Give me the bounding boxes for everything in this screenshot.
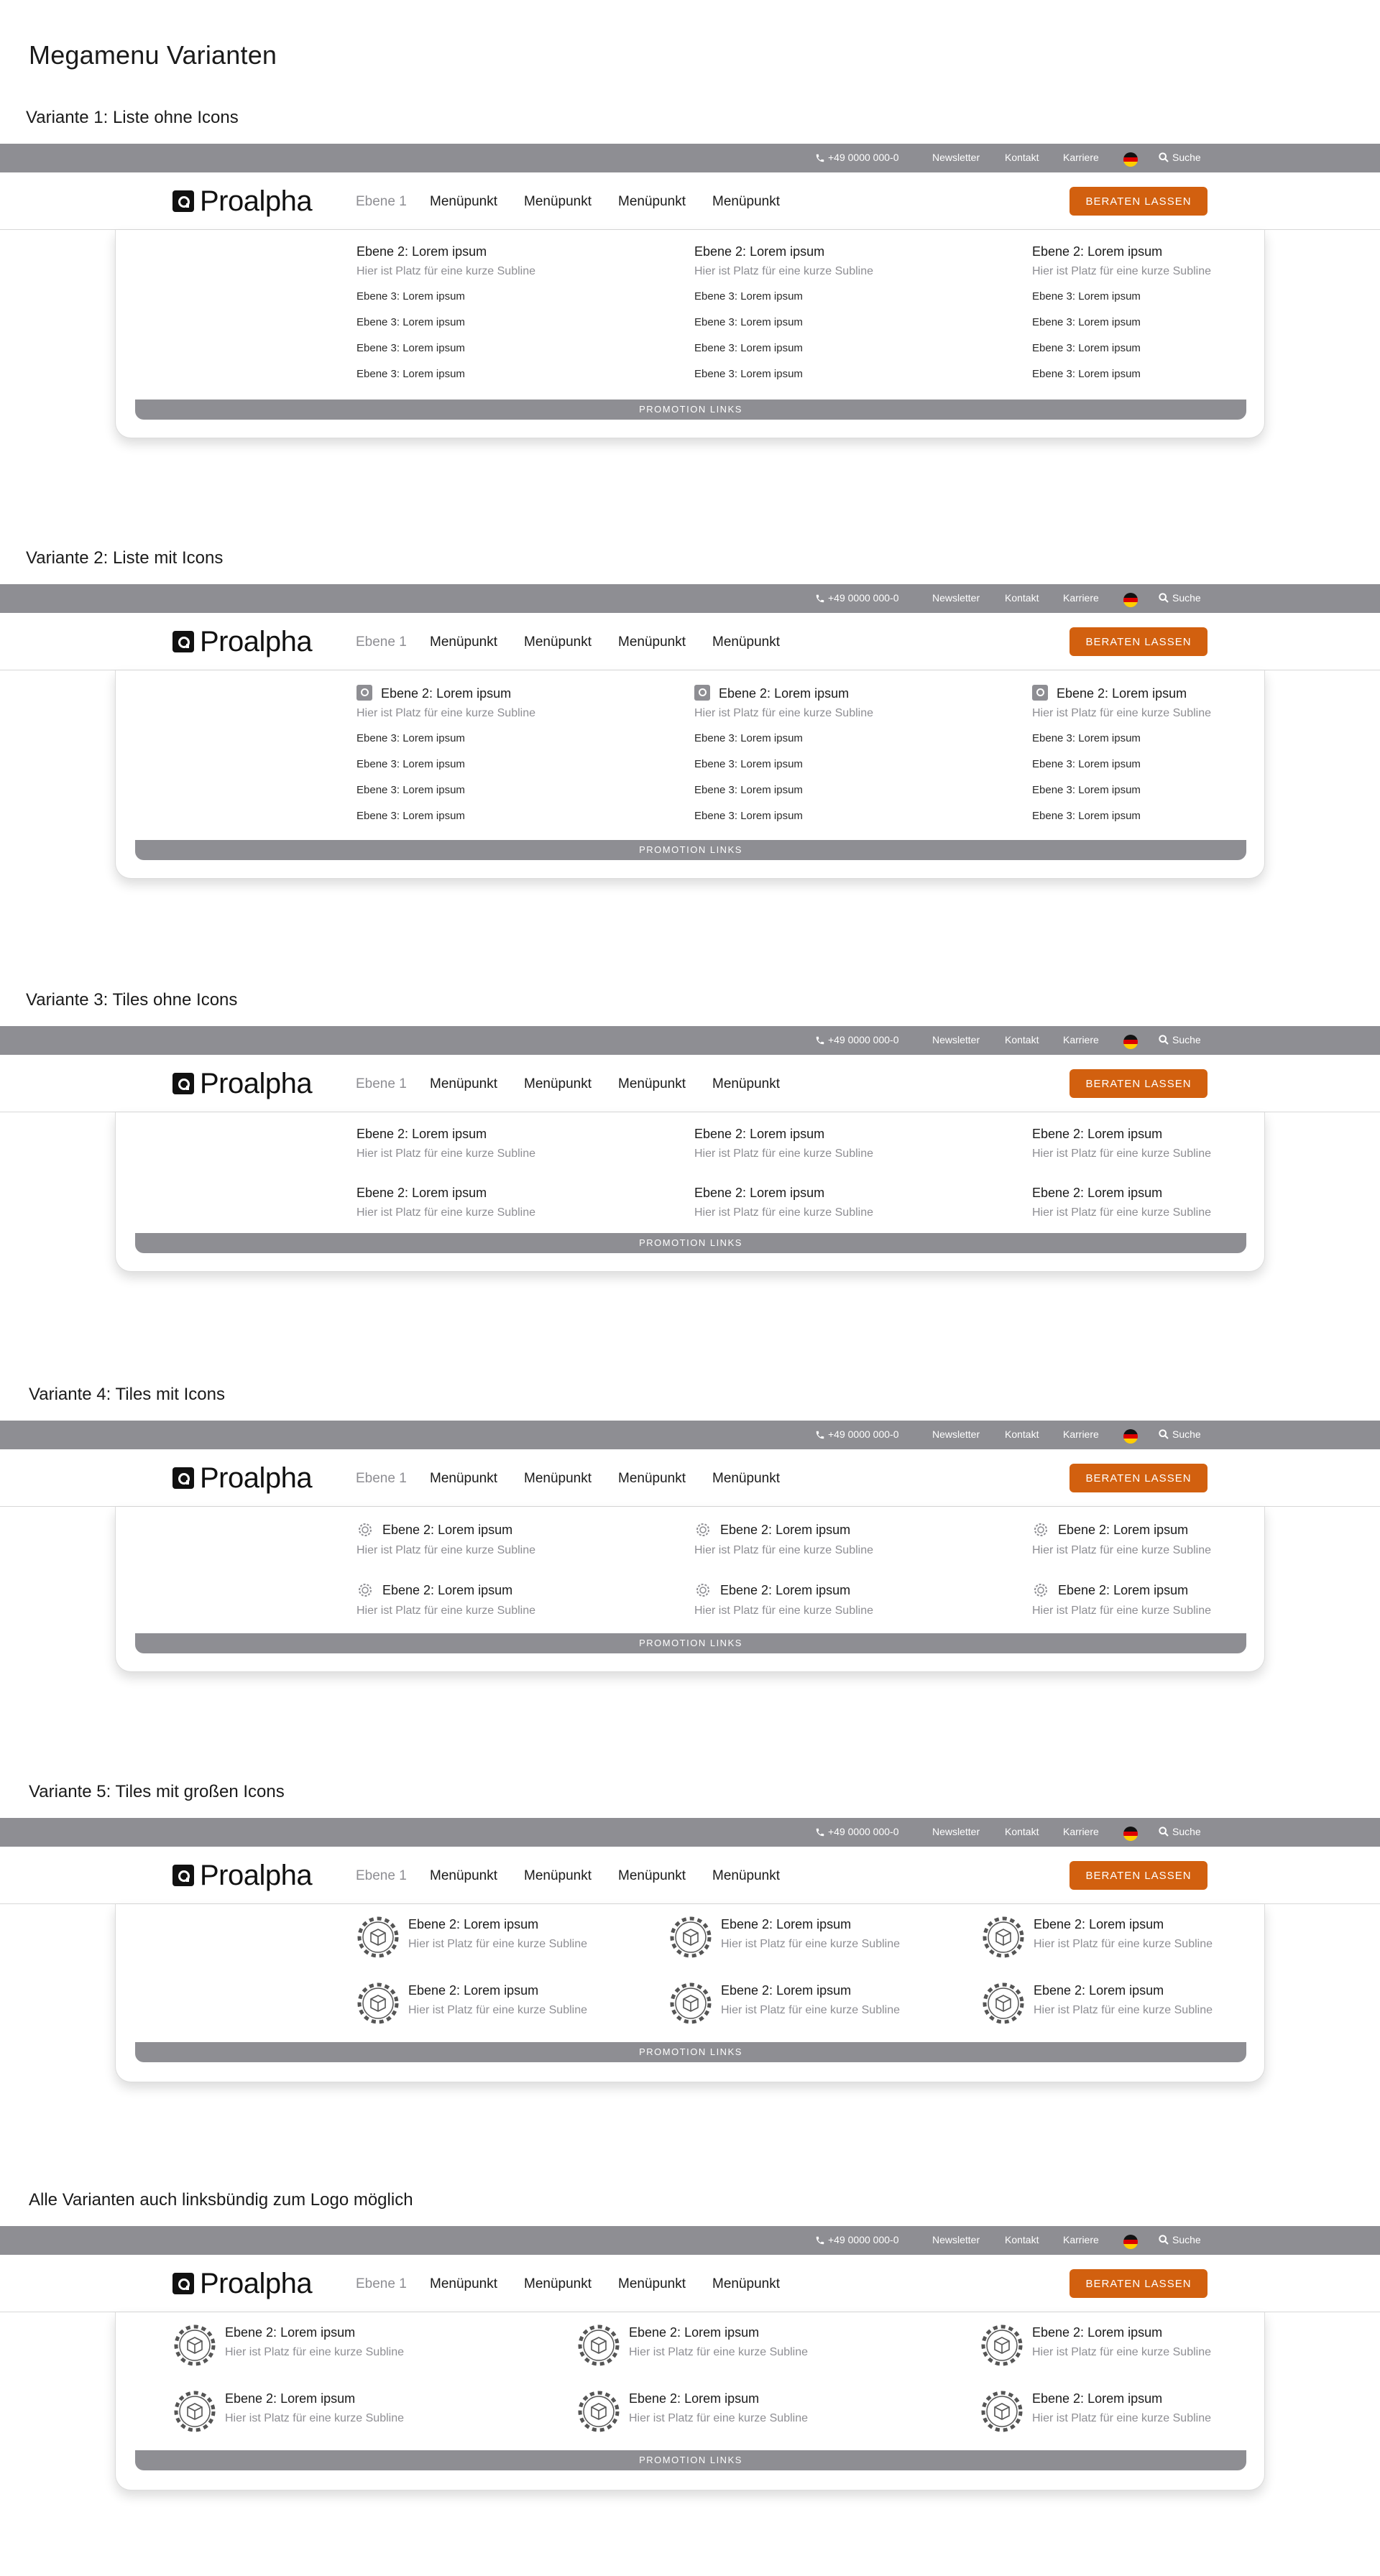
nav-item-3[interactable]: Menüpunkt bbox=[618, 2276, 686, 2291]
menu-level3-item[interactable]: Ebene 3: Lorem ipsum bbox=[1032, 810, 1141, 822]
nav-item-ebene-1[interactable]: Ebene 1 bbox=[356, 634, 407, 650]
page-title: Megamenu Varianten bbox=[29, 40, 277, 70]
variant-4-section bbox=[0, 1421, 1380, 1679]
nav-item-3[interactable]: Menüpunkt bbox=[618, 194, 686, 209]
logo[interactable]: Proalpha bbox=[172, 626, 312, 657]
menu-level3-item[interactable]: Ebene 3: Lorem ipsum bbox=[1032, 342, 1141, 354]
logo-square-icon bbox=[1032, 685, 1048, 701]
megamenu-panel: Ebene 2: Lorem ipsum Hier ist Platz für eine kurze Subline Ebene 2: Lorem ipsum Hier ist Platz für eine kurze Subline Ebene 2: Lorem ipsum Hier ist Platz für eine kurze Subline Ebene 2: Lorem ipsum Hier ist Platz für eine kurze Subline Ebene 2: Lorem ipsum Hier ist Platz für eine kurze Subline Ebene 2: Lorem ipsum Hier ist Platz für eine kurze Subline PROMOTION LINKS bbox=[115, 2312, 1265, 2490]
logo-icon bbox=[172, 1467, 194, 1489]
menu-tile[interactable]: Ebene 2: Lorem ipsum Hier ist Platz für eine kurze Subline bbox=[1032, 1186, 1211, 1219]
phone-icon bbox=[815, 1430, 825, 1440]
variant-5-title: Variante 5: Tiles mit großen Icons bbox=[29, 1782, 285, 1801]
flag-de-icon[interactable] bbox=[1123, 152, 1138, 167]
variant-5-section bbox=[0, 1818, 1380, 2091]
menu-level3-item[interactable]: Ebene 3: Lorem ipsum bbox=[1032, 732, 1141, 744]
topbar-newsletter[interactable]: Newsletter bbox=[932, 1428, 980, 1440]
menu-subline: Hier ist Platz für eine kurze Subline bbox=[694, 707, 873, 719]
menu-level3-item[interactable]: Ebene 3: Lorem ipsum bbox=[1032, 784, 1141, 796]
variant-2-section bbox=[0, 584, 1380, 886]
menu-tile[interactable]: Ebene 2: Lorem ipsum Hier ist Platz für eine kurze Subline bbox=[356, 1523, 535, 1556]
nav-item-4[interactable]: Menüpunkt bbox=[712, 2276, 781, 2291]
menu-level3-item[interactable]: Ebene 3: Lorem ipsum bbox=[694, 368, 803, 380]
menu-level3-item[interactable]: Ebene 3: Lorem ipsum bbox=[356, 290, 465, 303]
logo-icon bbox=[172, 190, 194, 212]
flag-de-icon[interactable] bbox=[1123, 593, 1138, 607]
variant-left-aligned-section bbox=[0, 2226, 1380, 2499]
promotion-links-bar[interactable]: PROMOTION LINKS bbox=[135, 2042, 1246, 2062]
topbar-newsletter[interactable]: Newsletter bbox=[932, 1034, 980, 1045]
topbar-phone[interactable]: +49 0000 000-0 bbox=[815, 152, 898, 163]
topbar-karriere[interactable]: Karriere bbox=[1063, 1034, 1099, 1045]
topbar bbox=[0, 1026, 1380, 1055]
logo-square-icon bbox=[356, 685, 372, 701]
main-nav bbox=[0, 172, 1380, 230]
topbar-newsletter[interactable]: Newsletter bbox=[932, 2234, 980, 2245]
megamenu-panel bbox=[115, 1112, 1265, 1272]
menu-tile[interactable]: Ebene 2: Lorem ipsum Hier ist Platz für eine kurze Subline bbox=[1032, 1583, 1211, 1617]
gear-box-icon bbox=[982, 1982, 1025, 2025]
menu-subline: Hier ist Platz für eine kurze Subline bbox=[694, 265, 873, 277]
menu-tile[interactable]: Ebene 2: Lorem ipsum Hier ist Platz für eine kurze Subline bbox=[356, 1127, 535, 1160]
menu-level3-item[interactable]: Ebene 3: Lorem ipsum bbox=[1032, 368, 1141, 380]
topbar bbox=[0, 584, 1380, 613]
search-icon bbox=[1158, 1826, 1169, 1837]
menu-tile[interactable]: Ebene 2: Lorem ipsum Hier ist Platz für eine kurze Subline bbox=[356, 1583, 535, 1617]
menu-subline: Hier ist Platz für eine kurze Subline bbox=[1032, 707, 1211, 719]
menu-level3-item[interactable]: Ebene 3: Lorem ipsum bbox=[694, 732, 803, 744]
nav-item-4[interactable]: Menüpunkt bbox=[712, 1471, 781, 1486]
nav-item-1[interactable]: Menüpunkt bbox=[430, 1076, 498, 1091]
menu-level3-item[interactable]: Ebene 3: Lorem ipsum bbox=[694, 342, 803, 354]
nav-item-1[interactable]: Menüpunkt bbox=[430, 194, 498, 209]
menu-level3-item[interactable]: Ebene 3: Lorem ipsum bbox=[694, 290, 803, 303]
beraten-lassen-button[interactable]: BERATEN LASSEN bbox=[1070, 187, 1208, 216]
gear-icon bbox=[356, 1582, 374, 1599]
nav-item-1[interactable]: Menüpunkt bbox=[430, 2276, 498, 2291]
menu-level3-item[interactable]: Ebene 3: Lorem ipsum bbox=[356, 342, 465, 354]
gear-box-icon bbox=[982, 1916, 1025, 1959]
gear-icon bbox=[694, 1582, 712, 1599]
topbar-search[interactable]: Suche bbox=[1158, 1428, 1201, 1440]
topbar-newsletter[interactable]: Newsletter bbox=[932, 592, 980, 604]
flag-de-icon[interactable] bbox=[1123, 1827, 1138, 1841]
nav-item-2[interactable]: Menüpunkt bbox=[524, 2276, 592, 2291]
nav-item-4[interactable]: Menüpunkt bbox=[712, 1076, 781, 1091]
main-nav bbox=[0, 1055, 1380, 1112]
menu-level3-item[interactable]: Ebene 3: Lorem ipsum bbox=[694, 784, 803, 796]
phone-icon bbox=[815, 594, 825, 604]
nav-item-2[interactable]: Menüpunkt bbox=[524, 1868, 592, 1883]
phone-icon bbox=[815, 153, 825, 163]
menu-subline: Hier ist Platz für eine kurze Subline bbox=[356, 707, 535, 719]
topbar bbox=[0, 144, 1380, 172]
gear-icon bbox=[1032, 1582, 1049, 1599]
promotion-links-bar[interactable]: PROMOTION LINKS bbox=[135, 400, 1246, 420]
phone-icon bbox=[815, 2235, 825, 2245]
gear-box-icon bbox=[577, 2390, 620, 2433]
megamenu-panel bbox=[115, 230, 1265, 438]
promotion-links-bar[interactable]: PROMOTION LINKS bbox=[135, 2450, 1246, 2470]
search-icon bbox=[1158, 1034, 1169, 1045]
logo[interactable]: Proalpha bbox=[172, 1068, 312, 1099]
gear-box-icon bbox=[980, 2390, 1024, 2433]
menu-level3-item[interactable]: Ebene 3: Lorem ipsum bbox=[694, 758, 803, 770]
menu-head[interactable]: Ebene 2: Lorem ipsum bbox=[694, 685, 873, 701]
menu-level3-item[interactable]: Ebene 3: Lorem ipsum bbox=[356, 732, 465, 744]
logo-icon bbox=[172, 2273, 194, 2294]
menu-head[interactable]: Ebene 2: Lorem ipsum bbox=[356, 685, 535, 701]
promotion-links-bar[interactable]: PROMOTION LINKS bbox=[135, 840, 1246, 860]
menu-head[interactable]: Ebene 2: Lorem ipsum bbox=[356, 244, 487, 259]
topbar-phone[interactable]: +49 0000 000-0 bbox=[815, 1034, 898, 1045]
logo-icon bbox=[172, 1073, 194, 1094]
topbar-search[interactable]: Suche bbox=[1158, 2234, 1201, 2245]
topbar bbox=[0, 1818, 1380, 1847]
menu-head[interactable]: Ebene 2: Lorem ipsum bbox=[694, 244, 825, 259]
variant-left-aligned-title: Alle Varianten auch linksbündig zum Logo möglich bbox=[29, 2190, 413, 2210]
nav-item-3[interactable]: Menüpunkt bbox=[618, 1868, 686, 1883]
topbar-kontakt[interactable]: Kontakt bbox=[1005, 2234, 1039, 2245]
menu-level3-item[interactable]: Ebene 3: Lorem ipsum bbox=[356, 316, 465, 328]
search-icon bbox=[1158, 592, 1169, 604]
menu-subline: Hier ist Platz für eine kurze Subline bbox=[1032, 265, 1211, 277]
gear-box-icon bbox=[669, 1982, 712, 2025]
menu-level3-item[interactable]: Ebene 3: Lorem ipsum bbox=[356, 784, 465, 796]
beraten-lassen-button[interactable]: BERATEN LASSEN bbox=[1070, 1861, 1208, 1890]
gear-box-icon bbox=[173, 2324, 216, 2367]
nav-item-1[interactable]: Menüpunkt bbox=[430, 1868, 498, 1883]
beraten-lassen-button[interactable]: BERATEN LASSEN bbox=[1070, 1069, 1208, 1098]
nav-item-1[interactable]: Menüpunkt bbox=[430, 1471, 498, 1486]
logo[interactable]: Proalpha bbox=[172, 2268, 312, 2299]
nav-item-ebene-1[interactable]: Ebene 1 bbox=[356, 1076, 407, 1091]
topbar-search[interactable]: Suche bbox=[1158, 1826, 1201, 1837]
menu-level3-item[interactable]: Ebene 3: Lorem ipsum bbox=[356, 368, 465, 380]
menu-column bbox=[356, 244, 535, 387]
menu-column bbox=[1032, 685, 1211, 829]
variant-1-section bbox=[0, 144, 1380, 446]
menu-tile[interactable]: Ebene 2: Lorem ipsum Hier ist Platz für eine kurze Subline bbox=[1032, 1523, 1211, 1556]
topbar-search[interactable]: Suche bbox=[1158, 1034, 1201, 1045]
topbar-newsletter[interactable]: Newsletter bbox=[932, 1826, 980, 1837]
menu-tile[interactable]: Ebene 2: Lorem ipsum Hier ist Platz für eine kurze Subline bbox=[694, 1523, 873, 1556]
logo[interactable]: Proalpha bbox=[172, 1860, 312, 1891]
logo[interactable]: Proalpha bbox=[172, 1462, 312, 1494]
topbar-kontakt[interactable]: Kontakt bbox=[1005, 592, 1039, 604]
topbar bbox=[0, 1421, 1380, 1449]
main-nav bbox=[0, 1847, 1380, 1904]
nav-item-4[interactable]: Menüpunkt bbox=[712, 1868, 781, 1883]
topbar-search[interactable]: Suche bbox=[1158, 152, 1201, 163]
menu-column bbox=[356, 685, 535, 829]
menu-column bbox=[1032, 244, 1211, 387]
gear-icon bbox=[694, 1521, 712, 1538]
logo[interactable]: Proalpha bbox=[172, 185, 312, 217]
nav-item-4[interactable]: Menüpunkt bbox=[712, 634, 781, 650]
menu-tile[interactable]: Ebene 2: Lorem ipsum Hier ist Platz für eine kurze Subline bbox=[694, 1583, 873, 1617]
variant-3-section bbox=[0, 1026, 1380, 1285]
topbar-phone[interactable]: +49 0000 000-0 bbox=[815, 1826, 898, 1837]
logo-icon bbox=[172, 1865, 194, 1886]
menu-tile[interactable]: Ebene 2: Lorem ipsum Hier ist Platz für eine kurze Subline bbox=[694, 1127, 873, 1160]
topbar-karriere[interactable]: Karriere bbox=[1063, 152, 1099, 163]
search-icon bbox=[1158, 152, 1169, 163]
phone-icon bbox=[815, 1827, 825, 1837]
menu-level3-item[interactable]: Ebene 3: Lorem ipsum bbox=[1032, 290, 1141, 303]
gear-box-icon bbox=[356, 1982, 400, 2025]
flag-de-icon[interactable] bbox=[1123, 1035, 1138, 1049]
menu-level3-item[interactable]: Ebene 3: Lorem ipsum bbox=[1032, 758, 1141, 770]
topbar-kontakt[interactable]: Kontakt bbox=[1005, 1034, 1039, 1045]
topbar-karriere[interactable]: Karriere bbox=[1063, 1428, 1099, 1440]
menu-tile[interactable]: Ebene 2: Lorem ipsum Hier ist Platz für eine kurze Subline bbox=[1032, 1127, 1211, 1160]
phone-icon bbox=[815, 1035, 825, 1045]
search-icon bbox=[1158, 1428, 1169, 1440]
nav-item-3[interactable]: Menüpunkt bbox=[618, 634, 686, 650]
menu-head[interactable]: Ebene 2: Lorem ipsum bbox=[1032, 244, 1163, 259]
promotion-links-bar[interactable]: PROMOTION LINKS bbox=[135, 1633, 1246, 1653]
topbar-newsletter[interactable]: Newsletter bbox=[932, 152, 980, 163]
topbar-karriere[interactable]: Karriere bbox=[1063, 1826, 1099, 1837]
nav-item-2[interactable]: Menüpunkt bbox=[524, 1471, 592, 1486]
main-nav bbox=[0, 2255, 1380, 2312]
menu-tile[interactable]: Ebene 2: Lorem ipsum Hier ist Platz für eine kurze Subline bbox=[356, 1186, 535, 1219]
nav-item-ebene-1[interactable]: Ebene 1 bbox=[356, 1868, 407, 1883]
topbar-karriere[interactable]: Karriere bbox=[1063, 2234, 1099, 2245]
main-nav bbox=[0, 613, 1380, 670]
flag-de-icon[interactable] bbox=[1123, 1429, 1138, 1444]
topbar-search[interactable]: Suche bbox=[1158, 592, 1201, 604]
nav-item-ebene-1[interactable]: Ebene 1 bbox=[356, 1471, 407, 1486]
topbar-kontakt[interactable]: Kontakt bbox=[1005, 1428, 1039, 1440]
search-icon bbox=[1158, 2234, 1169, 2245]
topbar-phone[interactable]: +49 0000 000-0 bbox=[815, 592, 898, 604]
topbar-kontakt[interactable]: Kontakt bbox=[1005, 152, 1039, 163]
topbar bbox=[0, 2226, 1380, 2255]
nav-item-4[interactable]: Menüpunkt bbox=[712, 194, 781, 209]
nav-item-ebene-1[interactable]: Ebene 1 bbox=[356, 194, 407, 209]
topbar-karriere[interactable]: Karriere bbox=[1063, 592, 1099, 604]
gear-icon bbox=[1032, 1521, 1049, 1538]
topbar-phone[interactable]: +49 0000 000-0 bbox=[815, 2234, 898, 2245]
menu-column bbox=[694, 685, 873, 829]
nav-item-ebene-1[interactable]: Ebene 1 bbox=[356, 2276, 407, 2291]
menu-level3-item[interactable]: Ebene 3: Lorem ipsum bbox=[356, 758, 465, 770]
menu-head[interactable]: Ebene 2: Lorem ipsum bbox=[1032, 685, 1211, 701]
megamenu-panel: Ebene 2: Lorem ipsum Hier ist Platz für eine kurze Subline Ebene 2: Lorem ipsum Hier ist Platz für eine kurze Subline Ebene 2: Lorem ipsum Hier ist Platz für eine kurze Subline Ebene 2: Lorem ipsum Hier ist Platz für eine kurze Subline Ebene 2: Lorem ipsum Hier ist Platz für eine kurze Subline Ebene 2: Lorem ipsum Hier ist Platz für eine kurze Subline PROMOTION LINKS bbox=[115, 1904, 1265, 2082]
variant-1-title: Variante 1: Liste ohne Icons bbox=[26, 108, 239, 127]
beraten-lassen-button[interactable]: BERATEN LASSEN bbox=[1070, 627, 1208, 656]
megamenu-panel bbox=[115, 1507, 1265, 1672]
nav-item-1[interactable]: Menüpunkt bbox=[430, 634, 498, 650]
gear-box-icon bbox=[669, 1916, 712, 1959]
beraten-lassen-button[interactable]: BERATEN LASSEN bbox=[1070, 1464, 1208, 1492]
promotion-links-bar[interactable]: PROMOTION LINKS bbox=[135, 1233, 1246, 1253]
variant-2-title: Variante 2: Liste mit Icons bbox=[26, 548, 224, 568]
gear-box-icon bbox=[980, 2324, 1024, 2367]
flag-de-icon[interactable] bbox=[1123, 2235, 1138, 2249]
gear-box-icon bbox=[577, 2324, 620, 2367]
gear-box-icon bbox=[356, 1916, 400, 1959]
gear-icon bbox=[356, 1521, 374, 1538]
nav-item-3[interactable]: Menüpunkt bbox=[618, 1076, 686, 1091]
logo-icon bbox=[172, 631, 194, 652]
menu-subline: Hier ist Platz für eine kurze Subline bbox=[356, 265, 535, 277]
topbar-phone[interactable]: +49 0000 000-0 bbox=[815, 1428, 898, 1440]
variant-3-title: Variante 3: Tiles ohne Icons bbox=[26, 990, 238, 1010]
menu-level3-item[interactable]: Ebene 3: Lorem ipsum bbox=[694, 316, 803, 328]
nav-item-2[interactable]: Menüpunkt bbox=[524, 194, 592, 209]
nav-item-2[interactable]: Menüpunkt bbox=[524, 1076, 592, 1091]
megamenu-panel bbox=[115, 670, 1265, 879]
main-nav bbox=[0, 1449, 1380, 1507]
gear-box-icon bbox=[173, 2390, 216, 2433]
menu-tile[interactable]: Ebene 2: Lorem ipsum Hier ist Platz für eine kurze Subline bbox=[694, 1186, 873, 1219]
topbar-kontakt[interactable]: Kontakt bbox=[1005, 1826, 1039, 1837]
menu-level3-item[interactable]: Ebene 3: Lorem ipsum bbox=[1032, 316, 1141, 328]
menu-column bbox=[694, 244, 873, 387]
nav-item-3[interactable]: Menüpunkt bbox=[618, 1471, 686, 1486]
beraten-lassen-button[interactable]: BERATEN LASSEN bbox=[1070, 2269, 1208, 2298]
variant-4-title: Variante 4: Tiles mit Icons bbox=[29, 1385, 225, 1404]
menu-level3-item[interactable]: Ebene 3: Lorem ipsum bbox=[694, 810, 803, 822]
menu-level3-item[interactable]: Ebene 3: Lorem ipsum bbox=[356, 810, 465, 822]
logo-square-icon bbox=[694, 685, 710, 701]
nav-item-2[interactable]: Menüpunkt bbox=[524, 634, 592, 650]
